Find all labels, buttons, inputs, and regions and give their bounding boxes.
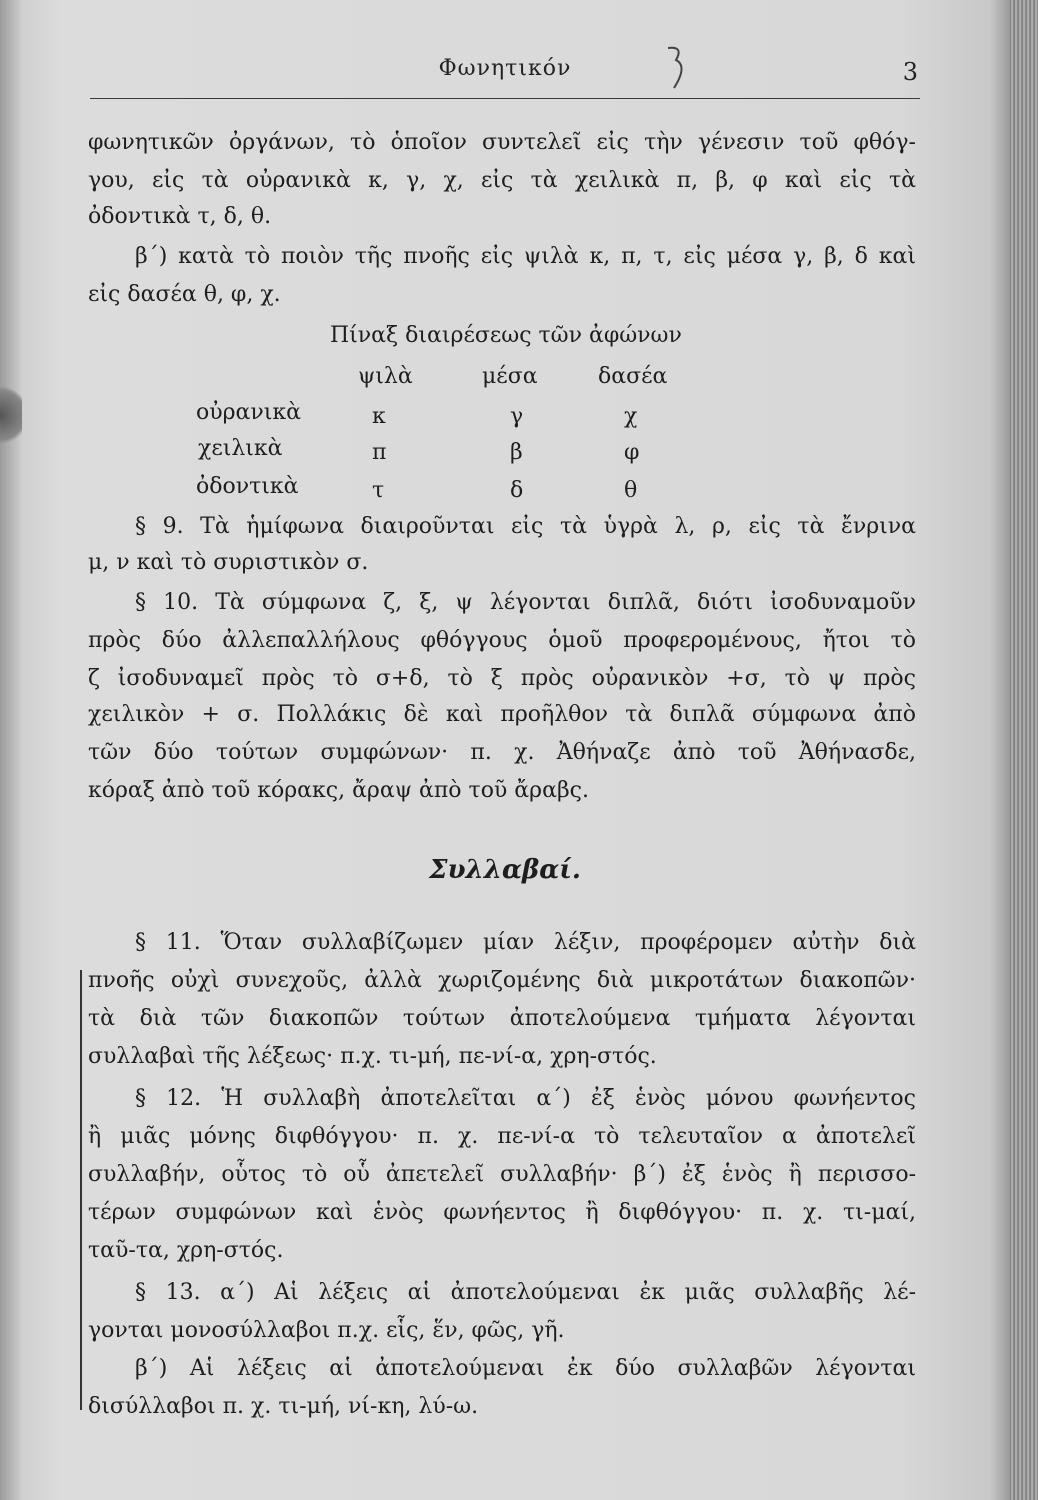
text-line: § 11. Ὅταν συλλαβίζωμεν μίαν λέξιν, προφέρομεν αὐτὴν διὰ bbox=[135, 930, 916, 955]
column-header: δασέα bbox=[598, 364, 668, 389]
column-header: μέσα bbox=[482, 364, 538, 389]
text-line: § 9. Τὰ ἡμίφωνα διαιροῦνται εἰς τὰ ὑγρὰ λ, ρ, εἰς τὰ ἔνρινα bbox=[135, 514, 916, 539]
text-line: κόραξ ἀπὸ τοῦ κόρακς, ἄραψ ἀπὸ τοῦ ἄραβς. bbox=[88, 778, 589, 803]
table-cell: δ bbox=[510, 478, 524, 503]
text-line: πνοῆς οὐχὶ συνεχοῦς, ἀλλὰ χωριζομένης διὰ μικροτάτων διακοπῶν· bbox=[88, 968, 916, 993]
margin-pencil-line bbox=[80, 970, 82, 1410]
text-line: φωνητικῶν ὀργάνων, τὸ ὁποῖον συντελεῖ εἰς τὴν γένεσιν τοῦ φθόγ- bbox=[88, 130, 916, 155]
table-cell: π bbox=[372, 440, 387, 465]
text-line: εἰς δασέα θ, φ, χ. bbox=[88, 282, 281, 307]
text-line: δισύλλαβοι π. χ. τι-μή, νί-κη, λύ-ω. bbox=[88, 1394, 479, 1419]
page-number: 3 bbox=[902, 58, 918, 86]
page-edges bbox=[1010, 0, 1038, 1500]
table-cell: β bbox=[510, 440, 523, 465]
text-line: § 13. α΄) Αἱ λέξεις αἱ ἀποτελούμεναι ἐκ μιᾶς συλλαβῆς λέ- bbox=[135, 1280, 916, 1305]
text-line: συλλαβαὶ τῆς λέξεως· π.χ. τι-μή, πε-νί-α, χρη-στός. bbox=[88, 1044, 657, 1069]
text-line: ταῦ-τα, χρη-στός. bbox=[88, 1238, 284, 1263]
text-line: τὰ διὰ τῶν διακοπῶν τούτων ἀποτελούμενα τμήματα λέγονται bbox=[88, 1006, 916, 1031]
section-heading: Συλλαβαί. bbox=[429, 855, 581, 885]
row-label: χειλικὰ bbox=[198, 436, 283, 461]
text-line: § 10. Τὰ σύμφωνα ζ, ξ, ψ λέγονται διπλᾶ, διότι ἰσοδυναμοῦν bbox=[135, 590, 916, 615]
table-caption: Πίναξ διαιρέσεως τῶν ἀφώνων bbox=[330, 323, 682, 348]
table-cell: τ bbox=[372, 478, 385, 503]
page-header bbox=[90, 48, 920, 99]
text-line: β΄) κατὰ τὸ ποιὸν τῆς πνοῆς εἰς ψιλὰ κ, π, τ, εἰς μέσα γ, β, δ καὶ bbox=[135, 244, 916, 269]
text-line: ὀδοντικὰ τ, δ, θ. bbox=[88, 204, 272, 229]
text-line: συλλαβήν, οὗτος τὸ οὗ ἀπετελεῖ συλλαβήν· β΄) ἐξ ἑνὸς ἢ περισσο- bbox=[88, 1162, 916, 1187]
text-line: ἢ μιᾶς μόνης διφθόγγου· π. χ. πε-νί-α τὸ τελευταῖον α ἀποτελεῖ bbox=[88, 1124, 916, 1149]
text-line: πρὸς δύο ἀλλεπαλλήλους φθόγγους ὁμοῦ προφερομένους, ἤτοι τὸ bbox=[88, 628, 916, 653]
table-cell: χ bbox=[624, 404, 638, 429]
text-line: β΄) Αἱ λέξεις αἱ ἀποτελούμεναι ἐκ δύο συλλαβῶν λέγονται bbox=[135, 1356, 916, 1381]
pencil-annotation-icon bbox=[662, 44, 692, 94]
row-label: ὀδοντικὰ bbox=[196, 474, 299, 499]
text-line: § 12. Ἡ συλλαβὴ ἀποτελεῖται α΄) ἐξ ἑνὸς μόνου φωνήεντος bbox=[135, 1086, 916, 1111]
table-cell: φ bbox=[624, 440, 640, 465]
column-header: ψιλὰ bbox=[358, 364, 413, 389]
running-title: Φωνητικόν bbox=[438, 56, 572, 81]
text-line: μ, ν καὶ τὸ συριστικὸν σ. bbox=[88, 550, 369, 575]
text-line: γου, εἰς τὰ οὐρανικὰ κ, γ, χ, εἰς τὰ χειλικὰ π, β, φ καὶ εἰς τὰ bbox=[88, 168, 916, 193]
text-line: ζ ἰσοδυναμεῖ πρὸς τὸ σ+δ, τὸ ξ πρὸς οὐρανικὸν +σ, τὸ ψ πρὸς bbox=[88, 666, 916, 691]
text-line: γονται μονοσύλλαβοι π.χ. εἷς, ἕν, φῶς, γῆ. bbox=[88, 1318, 565, 1343]
table-cell: θ bbox=[624, 478, 638, 503]
page-tear-mark bbox=[0, 380, 22, 450]
text-line: τῶν δύο τούτων συμφώνων· π. χ. Ἀθήναζε ἀπὸ τοῦ Ἀθήνασδε, bbox=[88, 740, 916, 765]
table-cell: γ bbox=[510, 404, 524, 429]
text-line: χειλικὸν + σ. Πολλάκις δὲ καὶ προῆλθον τὰ διπλᾶ σύμφωνα ἀπὸ bbox=[88, 702, 916, 727]
row-label: οὐρανικὰ bbox=[196, 400, 302, 425]
table-cell: κ bbox=[372, 404, 386, 429]
text-line: τέρων συμφώνων καὶ ἑνὸς φωνήεντος ἢ διφθόγγου· π. χ. τι-μαί, bbox=[88, 1200, 916, 1225]
